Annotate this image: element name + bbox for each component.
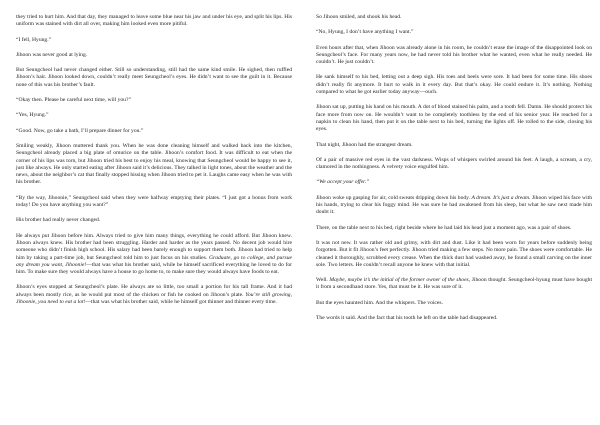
paragraph <box>16 233 292 277</box>
italic-text: A dream. It’s just a dream. <box>471 194 531 201</box>
paragraph: His brother had really never changed. <box>16 217 101 224</box>
paragraph-text: —that was what his brother said, while he himself sacrificed everything he loved to do for him. To make sure they would always have a house to go home to, to make sure they would always have foods to eat. <box>16 261 292 276</box>
paragraph <box>316 277 592 292</box>
paragraph-text: Jihoon wiped his face with his hands, trying to clear his foggy mind. He was sure he had awakened from his sleep, but what he saw next made him doubt it. <box>316 194 592 216</box>
paragraph: But Seungcheol had never changed either. Still so understanding, still had the same kind smile. He sighed, then ruffled Jihoon’s hair. Jihoon looked down, couldn’t really meet Seungcheol’s eyes. He didn’t want to see the guilt in it. Because none of this was his brother’s fault. <box>16 67 292 88</box>
paragraph: Even hours after that, when Jihoon was already alone in his room, he couldn’t erase the image of the disappointed look on Seungcheol’s face. For many years now, he had never told his brother what he wanted, even what he really needed. He couldn’t. He just couldn’t. <box>316 44 592 66</box>
paragraph: He sank himself to his bed, letting out a deep sigh. His toes and heels were sore. It had been for some time. His shoes didn’t really fit anymore. It hurt to walk in it every day. But that’s okay. He could endure it. It’s nothing. Nothing compared to what he got earlier today anyway—ouch. <box>316 74 592 96</box>
italic-text: “We accept your offer.” <box>316 179 370 186</box>
paragraph-text: Jihoon’s eyes stopped at Seungcheol’s plate. He always ate so little, too small a portion for his tall frame. And it had always been mostly rice, as he would put most of the chicken or fish he cooked on Jihoon’s plate. <box>16 284 292 298</box>
italic-text: Graduate, go to college, and pursue any dream you want, Jihoonie! <box>16 254 292 268</box>
left-column <box>16 14 292 314</box>
paragraph: “I fell, Hyung.” <box>16 36 52 43</box>
right-column <box>316 14 592 330</box>
paragraph: It was not new. It was rather old and grimy, with dirt and dust. Like it had been worn for years before suddenly being forgotten. But it fit Jihoon’s feet perfectly. Jihoon tried making a few steps. No more pain. The shoes were comfortable. He cleaned it thoroughly, scrubbed every crease. When the thick dust had washed away, he found a small carving on the inner sole. Two letters. He couldn’t recall anyone he knew with that initial. <box>316 239 592 268</box>
paragraph <box>316 179 592 186</box>
paragraph-text: Jihoon woke up gasping for air, cold sweats dripping down his body. <box>316 194 472 201</box>
paragraph: “Good. Now, go take a bath, I’ll prepare dinner for you.” <box>16 127 144 134</box>
paragraph: they tried to hurt him. And that day, they managed to leave some blue near his jaw and under his eye, and split his lips. His uniform was stained with dirt all over, making him looked even more pitiful. <box>16 14 292 28</box>
paragraph <box>16 284 292 306</box>
paragraph: Jihoon was never good at lying. <box>16 51 88 58</box>
italic-text: You’re still growing, Jihoonie, you need to eat a lot! <box>16 291 292 306</box>
paragraph: “Okay then. Please be careful next time, will you?” <box>16 97 131 104</box>
paragraph-text: Well. <box>316 277 330 284</box>
paragraph: The words it said. And the fact that his tooth he left on the table had disappeared. <box>316 315 498 322</box>
paragraph: Jihoon sat up, putting his hand on his mouth. A dot of blood stained his palm, and a tooth fell. Damn. He should protect his face more from now on. He wouldn’t want to be completely toothless by the end of his senior year. He reached for a napkin to clean his hand, then put it on the table next to his bed, turning the lights off. He rolled to the side, closing his eyes. <box>316 104 592 133</box>
paragraph-text: —that was what his brother said, while he himself got thinner and thinner every time. <box>85 299 277 306</box>
italic-text: Maybe, maybe it’s the initial of the former owner of the shoes, <box>329 277 471 284</box>
paragraph: So Jihoon smiled, and shook his head. <box>316 14 402 20</box>
paragraph: Smiling weakly, Jihoon muttered thank you. When he was done cleaning himself and walked back into the kitchen, Seungcheol already placed a big plate of omurice on the table. Jihoon’s comfort food. It was difficult to eat when the corner of his lips was torn, but Jihoon tried his best to enjoy his meal, knowing that Seungcheol would be happy to see it, just like always. He only started eating after Jihoon said it’s delicious. They talked in light tones, about the weather and the news, about the neighbor’s cat that finally stopped hissing when Jihoon tried to pet it. Laughs came easy when he was with his brother. <box>16 142 292 186</box>
paragraph: But the eyes haunted him. And the whispers. The voices. <box>316 299 443 306</box>
paragraph-text: He always put Jihoon before him. Always tried to give him many things, everything he could afford. But Jihoon knew. Jihoon always knew. His brother had been struggling. Harder and harder as the years passed. No decent job would hire someone who didn’t finish high school. His salary had been barely enough to support them both. Jihoon had tried to help him by taking a part-time job, but Seungcheol told him to just focus on his studies. <box>16 232 292 261</box>
paragraph: “Yes, Hyung.” <box>16 112 49 119</box>
paragraph: “By the way, Jihoonie,” Seungcheol said when they were halfway emptying their plates. “I just got a bonus from work today! Do you have anything you want?” <box>16 194 292 209</box>
paragraph: That night, Jihoon had the strangest dream. <box>316 141 413 148</box>
paragraph <box>316 195 592 217</box>
paragraph-text: Jihoon thought. Seungcheol-hyung must have bought it from a secondhand store. Yes, that must be it. He was sure of it. <box>316 277 592 291</box>
paragraph: There, on the table next to his bed, right beside where he had laid his head just a moment ago, was a pair of shoes. <box>316 224 572 231</box>
paragraph: “No, Hyung, I don’t have anything I want.” <box>316 29 414 36</box>
paragraph: Of a pair of massive red eyes in the vast darkness. Wisps of whispers swirled around his feet. A laugh, a scream, a cry, clamored in the nothingness. A velvety voice engulfed him. <box>316 156 592 171</box>
